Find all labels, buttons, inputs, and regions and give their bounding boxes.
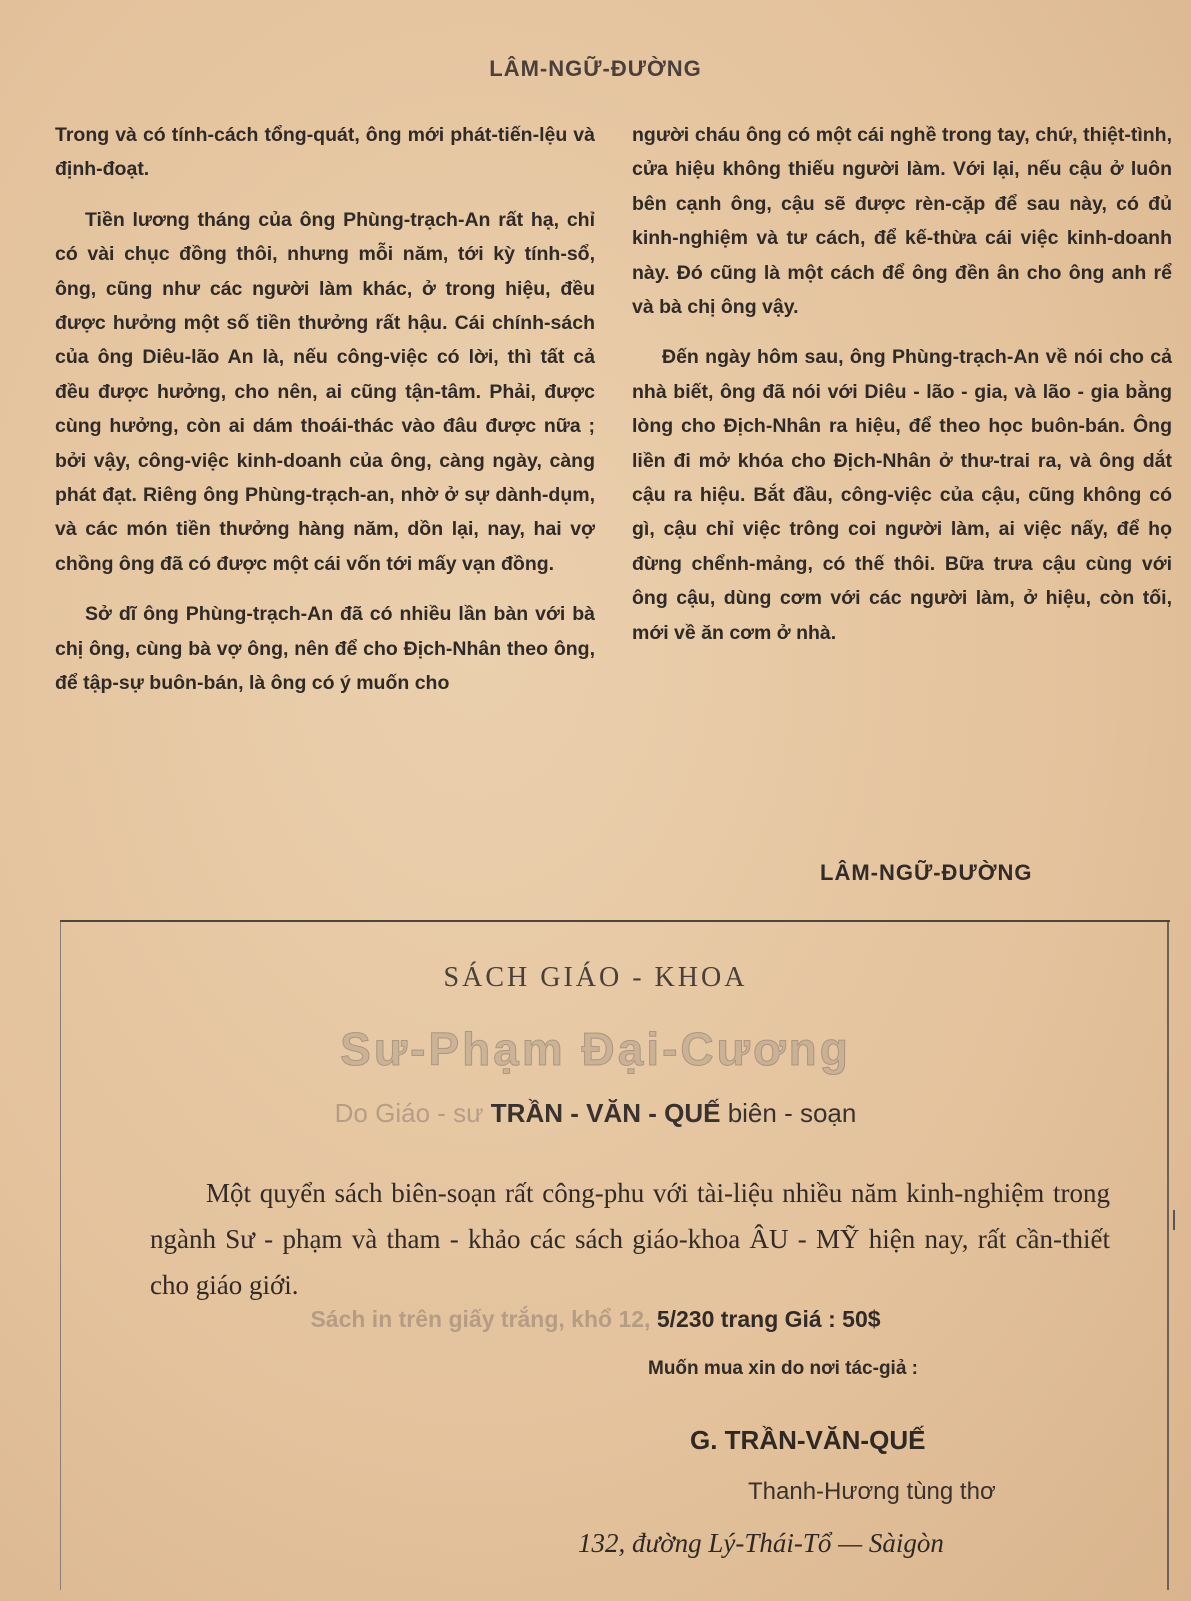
left-column [55, 118, 595, 717]
ad-book-title: Sư-Phạm Đại-Cương [340, 1023, 851, 1075]
ad-author-prefix: Do Giáo - sư [334, 1098, 484, 1128]
ad-address-line-1: Thanh-Hương tùng thơ [748, 1478, 996, 1505]
ad-price-line [0, 1306, 1191, 1333]
right-paragraph-2: Đến ngày hôm sau, ông Phùng-trạch-An về nói cho cả nhà biết, ông đã nói với Diêu - lão - gia, và lão - gia bằng lòng cho Địch-Nhân ra hiệu, để theo học buôn-bán. Ông liền đi mở khóa cho Địch-Nhân ở thư-trai ra, và ông dắt cậu ra hiệu. Bắt đầu, công-việc của cậu, cũng không có gì, cậu chỉ việc trông coi người làm, ai việc nấy, để họ đừng chểnh-mảng, có thế thôi. Bữa trưa cậu cùng với ông cậu, dùng cơm với các người làm, ở hiệu, còn tối, mới về ăn cơm ở nhà. [632, 346, 1172, 644]
ad-description-text: Một quyển sách biên-soạn rất công-phu với tài-liệu nhiều năm kinh-nghiệm trong ngành Sư - phạm và tham - khảo các sách giáo-khoa ÂU - MỸ hiện nay, rất cần-thiết cho giáo giới. [150, 1178, 1110, 1300]
right-paragraph-1: người cháu ông có một cái nghề trong tay, chứ, thiệt-tình, cửa hiệu không thiếu người làm. Với lại, nếu cậu ở luôn bên cạnh ông, cậu sẽ được rèn-cặp để sau này, có đủ kinh-nghiệm và tư cách, để kế-thừa cái việc kinh-doanh này. Đó cũng là một cách để ông đền ân cho ông anh rể và bà chị ông vậy. [632, 124, 1172, 319]
ad-description [150, 1170, 1110, 1308]
left-paragraph-1: Trong và có tính-cách tổng-quát, ông mới phát-tiến-lệu và định-đoạt. [55, 124, 595, 181]
right-column [632, 118, 1172, 666]
left-paragraph-3: Sở dĩ ông Phùng-trạch-An đã có nhiều lần bàn với bà chị ông, cùng bà vợ ông, nên để cho Địch-Nhân theo ông, để tập-sự buôn-bán, là ông có ý muốn cho [55, 603, 595, 695]
ad-price-prefix: Sách in trên giấy trắng, khổ 12, [310, 1306, 651, 1332]
author-signature: LÂM-NGỮ-ĐƯỜNG [820, 860, 1033, 885]
ad-price-suffix: 5/230 trang Giá : 50$ [656, 1306, 881, 1332]
left-paragraph-2: Tiền lương tháng của ông Phùng-trạch-An rất hạ, chỉ có vài chục đồng thôi, nhưng mỗi năm, tới kỳ tính-sổ, ông, cũng như các người làm khác, ở trong hiệu, đều được hưởng một số tiền thưởng rất hậu. Cái chính-sách của ông Diêu-lão An là, nếu công-việc có lời, thì tất cả đều được hưởng, cho nên, ai cũng tận-tâm. Phải, được cùng hưởng, còn ai dám thoái-thác vào đâu được nữa ; bởi vậy, công-việc kinh-doanh của ông, càng ngày, càng phát đạt. Riêng ông Phùng-trạch-an, nhờ ở sự dành-dụm, và các món tiền thưởng hàng năm, dồn lại, nay, hai vợ chồng ông đã có được một cái vốn tới mấy vạn đồng. [55, 208, 595, 575]
ad-author-name: TRẦN - VĂN - QUẾ [490, 1098, 721, 1128]
running-head: LÂM-NGỮ-ĐƯỜNG [489, 56, 702, 81]
ad-author-suffix: biên - soạn [727, 1098, 857, 1128]
margin-mark [1173, 1210, 1175, 1230]
ad-title: SÁCH GIÁO - KHOA [443, 962, 748, 993]
ad-address-line-2: 132, đường Lý-Thái-Tổ — Sàigòn [578, 1528, 944, 1558]
ad-author-line [0, 1098, 1191, 1129]
ad-contact-name: G. TRẦN-VĂN-QUẾ [690, 1425, 926, 1455]
ad-buy-instruction: Muốn mua xin do nơi tác-giả : [648, 1358, 919, 1379]
